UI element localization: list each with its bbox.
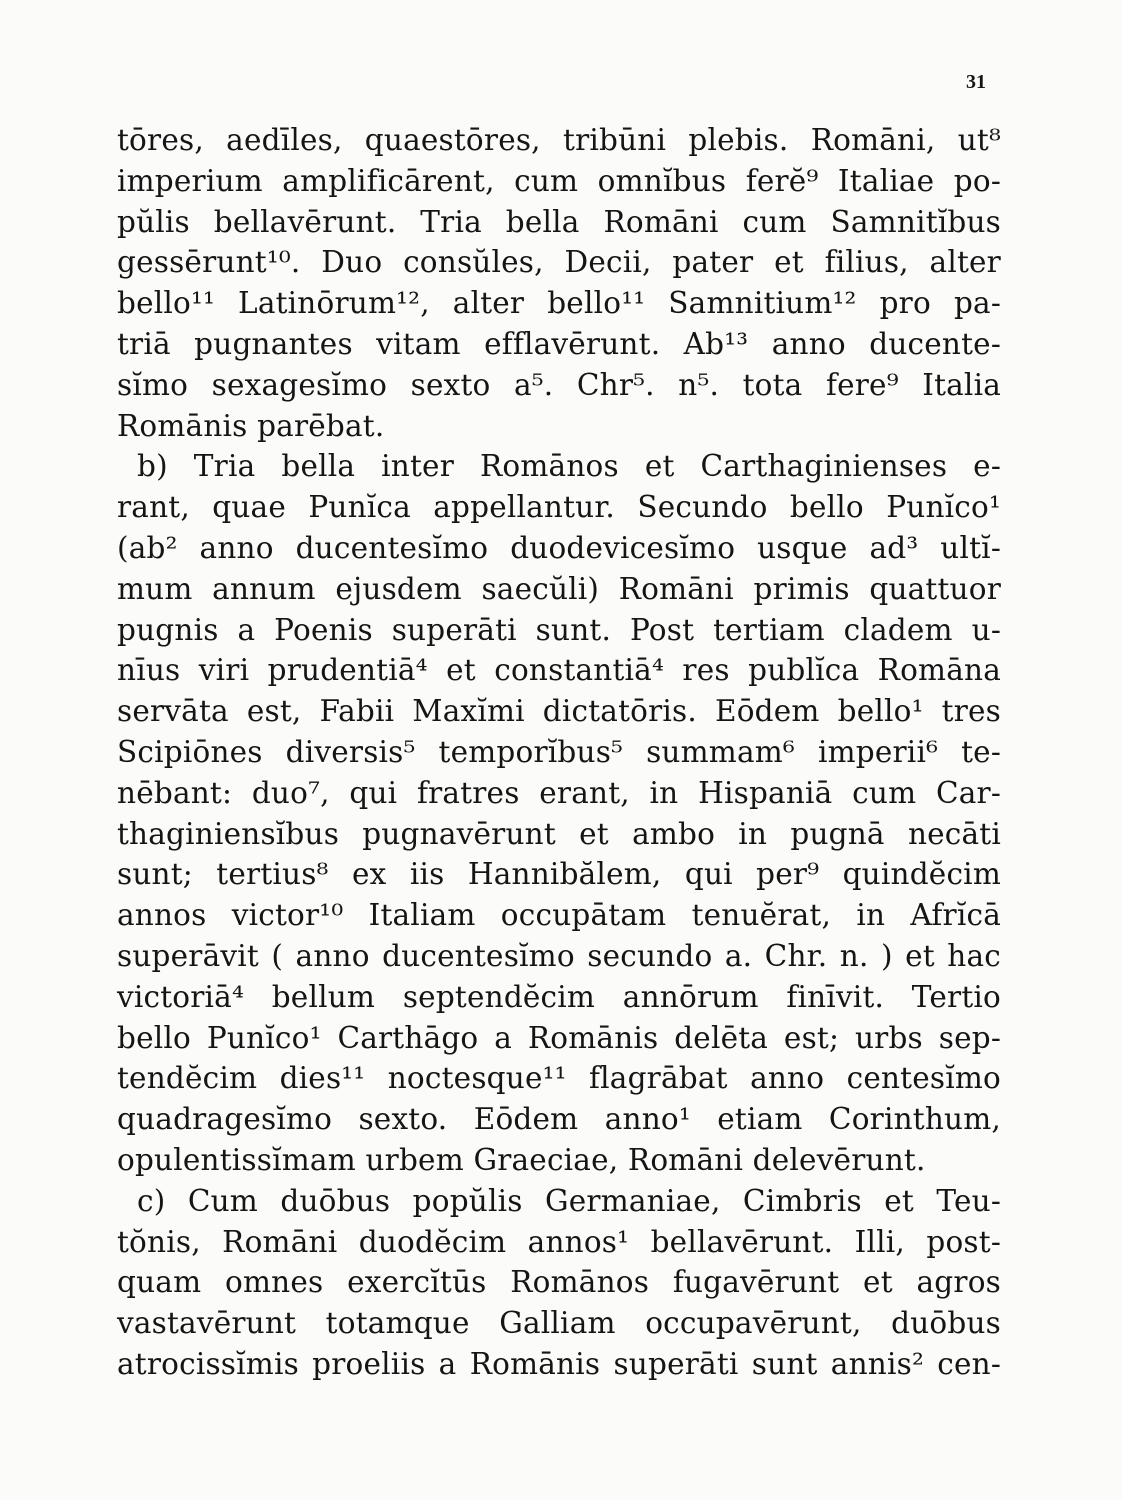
text-line-22: victoriā⁴ bellum septendĕcim annōrum finīvit. Tertio <box>117 979 1001 1014</box>
text-line-21: superāvit ( anno ducentesĭmo secundo a. Chr. n. ) et hac <box>117 938 1001 973</box>
text-line-5: bello¹¹ Latinōrum¹², alter bello¹¹ Samnitium¹² pro pa- <box>117 286 1001 321</box>
text-line-13: pugnis a Poenis superāti sunt. Post tertiam cladem u- <box>117 612 1001 647</box>
text-line-31: atrocissĭmis proeliis a Romānis superāti sunt annis² cen- <box>117 1346 1001 1381</box>
text-line-20: annos victor¹⁰ Italiam occupātam tenuĕrat, in Afrĭcā <box>117 898 1001 933</box>
text-line-17: nēbant: duo⁷, qui fratres erant, in Hispaniā cum Car- <box>117 775 1001 810</box>
text-line-6: triā pugnantes vitam efflavērunt. Ab¹³ anno ducente- <box>117 326 1001 361</box>
text-line-24: tendĕcim dies¹¹ noctesque¹¹ flagrābat anno centesĭmo <box>117 1061 1001 1096</box>
text-line-2: imperium amplificārent, cum omnĭbus ferĕ⁹ Italiae po- <box>117 163 1001 198</box>
text-line-8: Romānis parēbat. <box>117 408 385 443</box>
text-line-10: rant, quae Punĭca appellantur. Secundo bello Punĭco¹ <box>117 490 1001 525</box>
text-line-11: (ab² anno ducentesĭmo duodevicesĭmo usque ad³ ultĭ- <box>117 530 1001 565</box>
text-line-27: c) Cum duōbus popŭlis Germaniae, Cimbris et Teu- <box>137 1183 1001 1218</box>
text-line-26: opulentissĭmam urbem Graeciae, Romāni delevērunt. <box>117 1142 926 1177</box>
text-line-23: bello Punĭco¹ Carthāgo a Romānis delēta est; urbs sep- <box>117 1020 1001 1055</box>
text-line-19: sunt; tertius⁸ ex iis Hannibălem, qui per⁹ quindĕcim <box>117 857 1001 892</box>
text-line-14: nīus viri prudentiā⁴ et constantiā⁴ res publĭca Romāna <box>117 653 1001 688</box>
text-line-12: mum annum ejusdem saecŭli) Romāni primis quattuor <box>117 571 1001 606</box>
page-number: 31 <box>966 71 986 93</box>
text-line-1: tōres, aedīles, quaestōres, tribūni plebis. Romāni, ut⁸ <box>117 123 1001 157</box>
text-line-28: tŏnis, Romāni duodĕcim annos¹ bellavērunt. Illi, post- <box>117 1224 1001 1259</box>
text-line-7: sĭmo sexagesĭmo sexto a⁵. Chr⁵. n⁵. tota fere⁹ Italia <box>117 367 1001 402</box>
text-line-9: b) Tria bella inter Romānos et Carthaginienses e- <box>137 449 1001 484</box>
body-text <box>117 120 1001 1385</box>
text-line-4: gessērunt¹⁰. Duo consŭles, Decii, pater et filius, alter <box>117 245 1001 280</box>
text-line-29: quam omnes exercĭtūs Romānos fugavērunt et agros <box>117 1265 1001 1300</box>
text-line-18: thaginiensĭbus pugnavērunt et ambo in pugnā necāti <box>117 816 1001 851</box>
text-line-16: Scipiōnes diversis⁵ temporĭbus⁵ summam⁶ imperii⁶ te- <box>117 734 1001 769</box>
text-line-3: pŭlis bellavērunt. Tria bella Romāni cum Samnitĭbus <box>117 204 1001 239</box>
text-line-25: quadragesĭmo sexto. Eōdem anno¹ etiam Corinthum, <box>117 1102 1001 1137</box>
text-line-15: servāta est, Fabii Maxĭmi dictatōris. Eōdem bello¹ tres <box>117 694 1001 729</box>
text-line-30: vastavērunt totamque Galliam occupavērunt, duōbus <box>117 1306 1001 1341</box>
